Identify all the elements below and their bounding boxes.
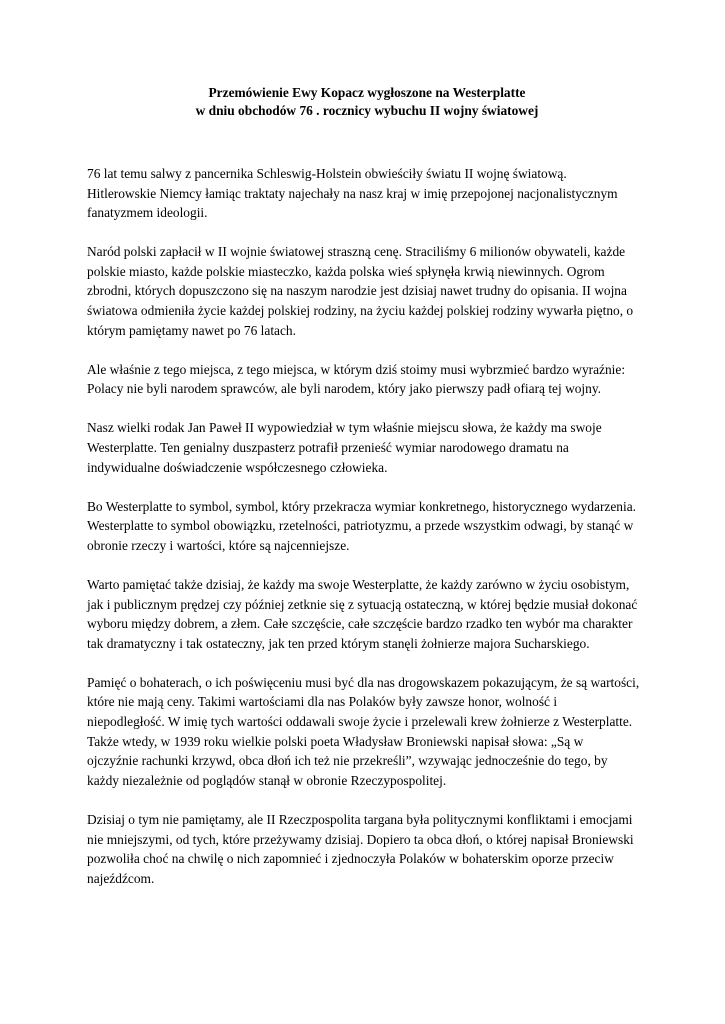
text-line: niepodległość. W imię tych wartości oddawali swoje życie i przelewali krew żołnierze z Westerplatte.	[87, 714, 633, 730]
text-line: ojczyźnie rachunki krzywd, obca dłoń ich też nie przekreśli”, wzywając jednocześnie do tego, by	[87, 753, 608, 769]
text-line: Warto pamiętać także dzisiaj, że każdy ma swoje Westerplatte, że każdy zarówno w życiu osobistym,	[87, 577, 630, 592]
title-line-2: w dniu obchodów 76 . rocznicy wybuchu II wojny światowej	[195, 103, 539, 118]
text-line: nie mniejszymi, od tych, które przeżywamy dzisiaj. Dopiero ta obca dłoń, o której napisał Broniewski	[87, 831, 634, 847]
text-line: Polacy nie byli narodem sprawców, ale byli narodem, który jako pierwszy padł ofiarą tej wojny.	[87, 381, 602, 397]
paragraph-7	[87, 673, 647, 791]
paragraph-5	[87, 497, 647, 556]
text-line: światowa odmieniła życie każdej polskiej rodziny, na życiu każdej polskiej rodziny wywarła piętno, o	[87, 303, 634, 319]
text-line: Ale właśnie z tego miejsca, z tego miejsca, w którym dziś stoimy musi wybrzmieć bardzo wyraźnie:	[87, 361, 626, 377]
text-line: fanatyzmem ideologii.	[87, 205, 208, 221]
text-line: Westerplatte. Ten genialny duszpasterz potrafił przenieść wymiar narodowego dramatu na	[87, 440, 569, 456]
text-line: Westerplatte to symbol obowiązku, rzetelności, patriotyzmu, a przede wszystkim odwagi, by stanąć w	[87, 518, 634, 534]
text-line: które nie mają ceny. Takimi wartościami dla nas Polaków były zawsze honor, wolność i	[87, 694, 558, 710]
paragraph-2	[87, 242, 647, 340]
text-line: Hitlerowskie Niemcy łamiąc traktaty najechały na nasz kraj w imię przepojonej nacjonalistycznym	[87, 185, 618, 201]
text-line: którym pamiętamy nawet po 76 latach.	[87, 322, 296, 338]
paragraph-1	[87, 164, 647, 223]
text-line: obronie rzeczy i wartości, które są najcenniejsze.	[87, 537, 350, 553]
paragraph-6	[87, 575, 647, 653]
document-title	[87, 84, 647, 120]
text-line: każdy niezależnie od poglądów stanął w obronie Rzeczypospolitej.	[87, 772, 447, 788]
text-line: Pamięć o bohaterach, o ich poświęceniu musi być dla nas drogowskazem pokazującym, że są wartości,	[87, 674, 640, 690]
text-line: 76 lat temu salwy z pancernika Schleswig-Holstein obwieściły światu II wojnę światową.	[87, 166, 567, 181]
text-line: Bo Westerplatte to symbol, symbol, który przekracza wymiar konkretnego, historycznego wydarzenia.	[87, 498, 637, 514]
text-line: Także wtedy, w 1939 roku wielkie polski poeta Władysław Broniewski napisał słowa: „Są w	[87, 733, 584, 749]
text-line: Dzisiaj o tym nie pamiętamy, ale II Rzeczpospolita targana była politycznymi konfliktami i emocjami	[87, 811, 633, 827]
document-page	[87, 84, 647, 908]
text-line: Nasz wielki rodak Jan Paweł II wypowiedział w tym właśnie miejscu słowa, że każdy ma swoje	[87, 420, 602, 436]
text-line: indywidualne doświadczenie współczesnego człowieka.	[87, 459, 388, 475]
title-line-1: Przemówienie Ewy Kopacz wygłoszone na Westerplatte	[208, 85, 526, 100]
text-line: pozwoliła choć na chwilę o nich zapomnieć i zjednoczyła Polaków w bohaterskim oporze przeciw	[87, 851, 614, 867]
text-line: polskie miasto, każde polskie miasteczko, każda polska wieś spłynęła krwią niewinnych. Ogrom	[87, 263, 605, 279]
paragraph-8	[87, 810, 647, 888]
text-line: tak dramatyczny i tak ostateczny, jak ten przed którym stanęli żołnierze majora Sucharskiego.	[87, 635, 590, 651]
paragraph-4	[87, 418, 647, 477]
text-line: wyboru między dobrem, a złem. Całe szczęście, całe szczęście bardzo rzadko ten wybór ma charakter	[87, 616, 633, 632]
text-line: Naród polski zapłacił w II wojnie światowej straszną cenę. Straciliśmy 6 milionów obywateli, każde	[87, 244, 626, 260]
text-line: zbrodni, których dopuszczono się na naszym narodzie jest dzisiaj nawet trudny do opisania. II wojna	[87, 283, 627, 299]
text-line: jak i publicznym prędzej czy później zetknie się z sytuacją ostateczną, w której będzie musiał dokonać	[87, 596, 638, 612]
paragraph-3	[87, 360, 647, 399]
text-line: najeźdźcom.	[87, 870, 155, 886]
